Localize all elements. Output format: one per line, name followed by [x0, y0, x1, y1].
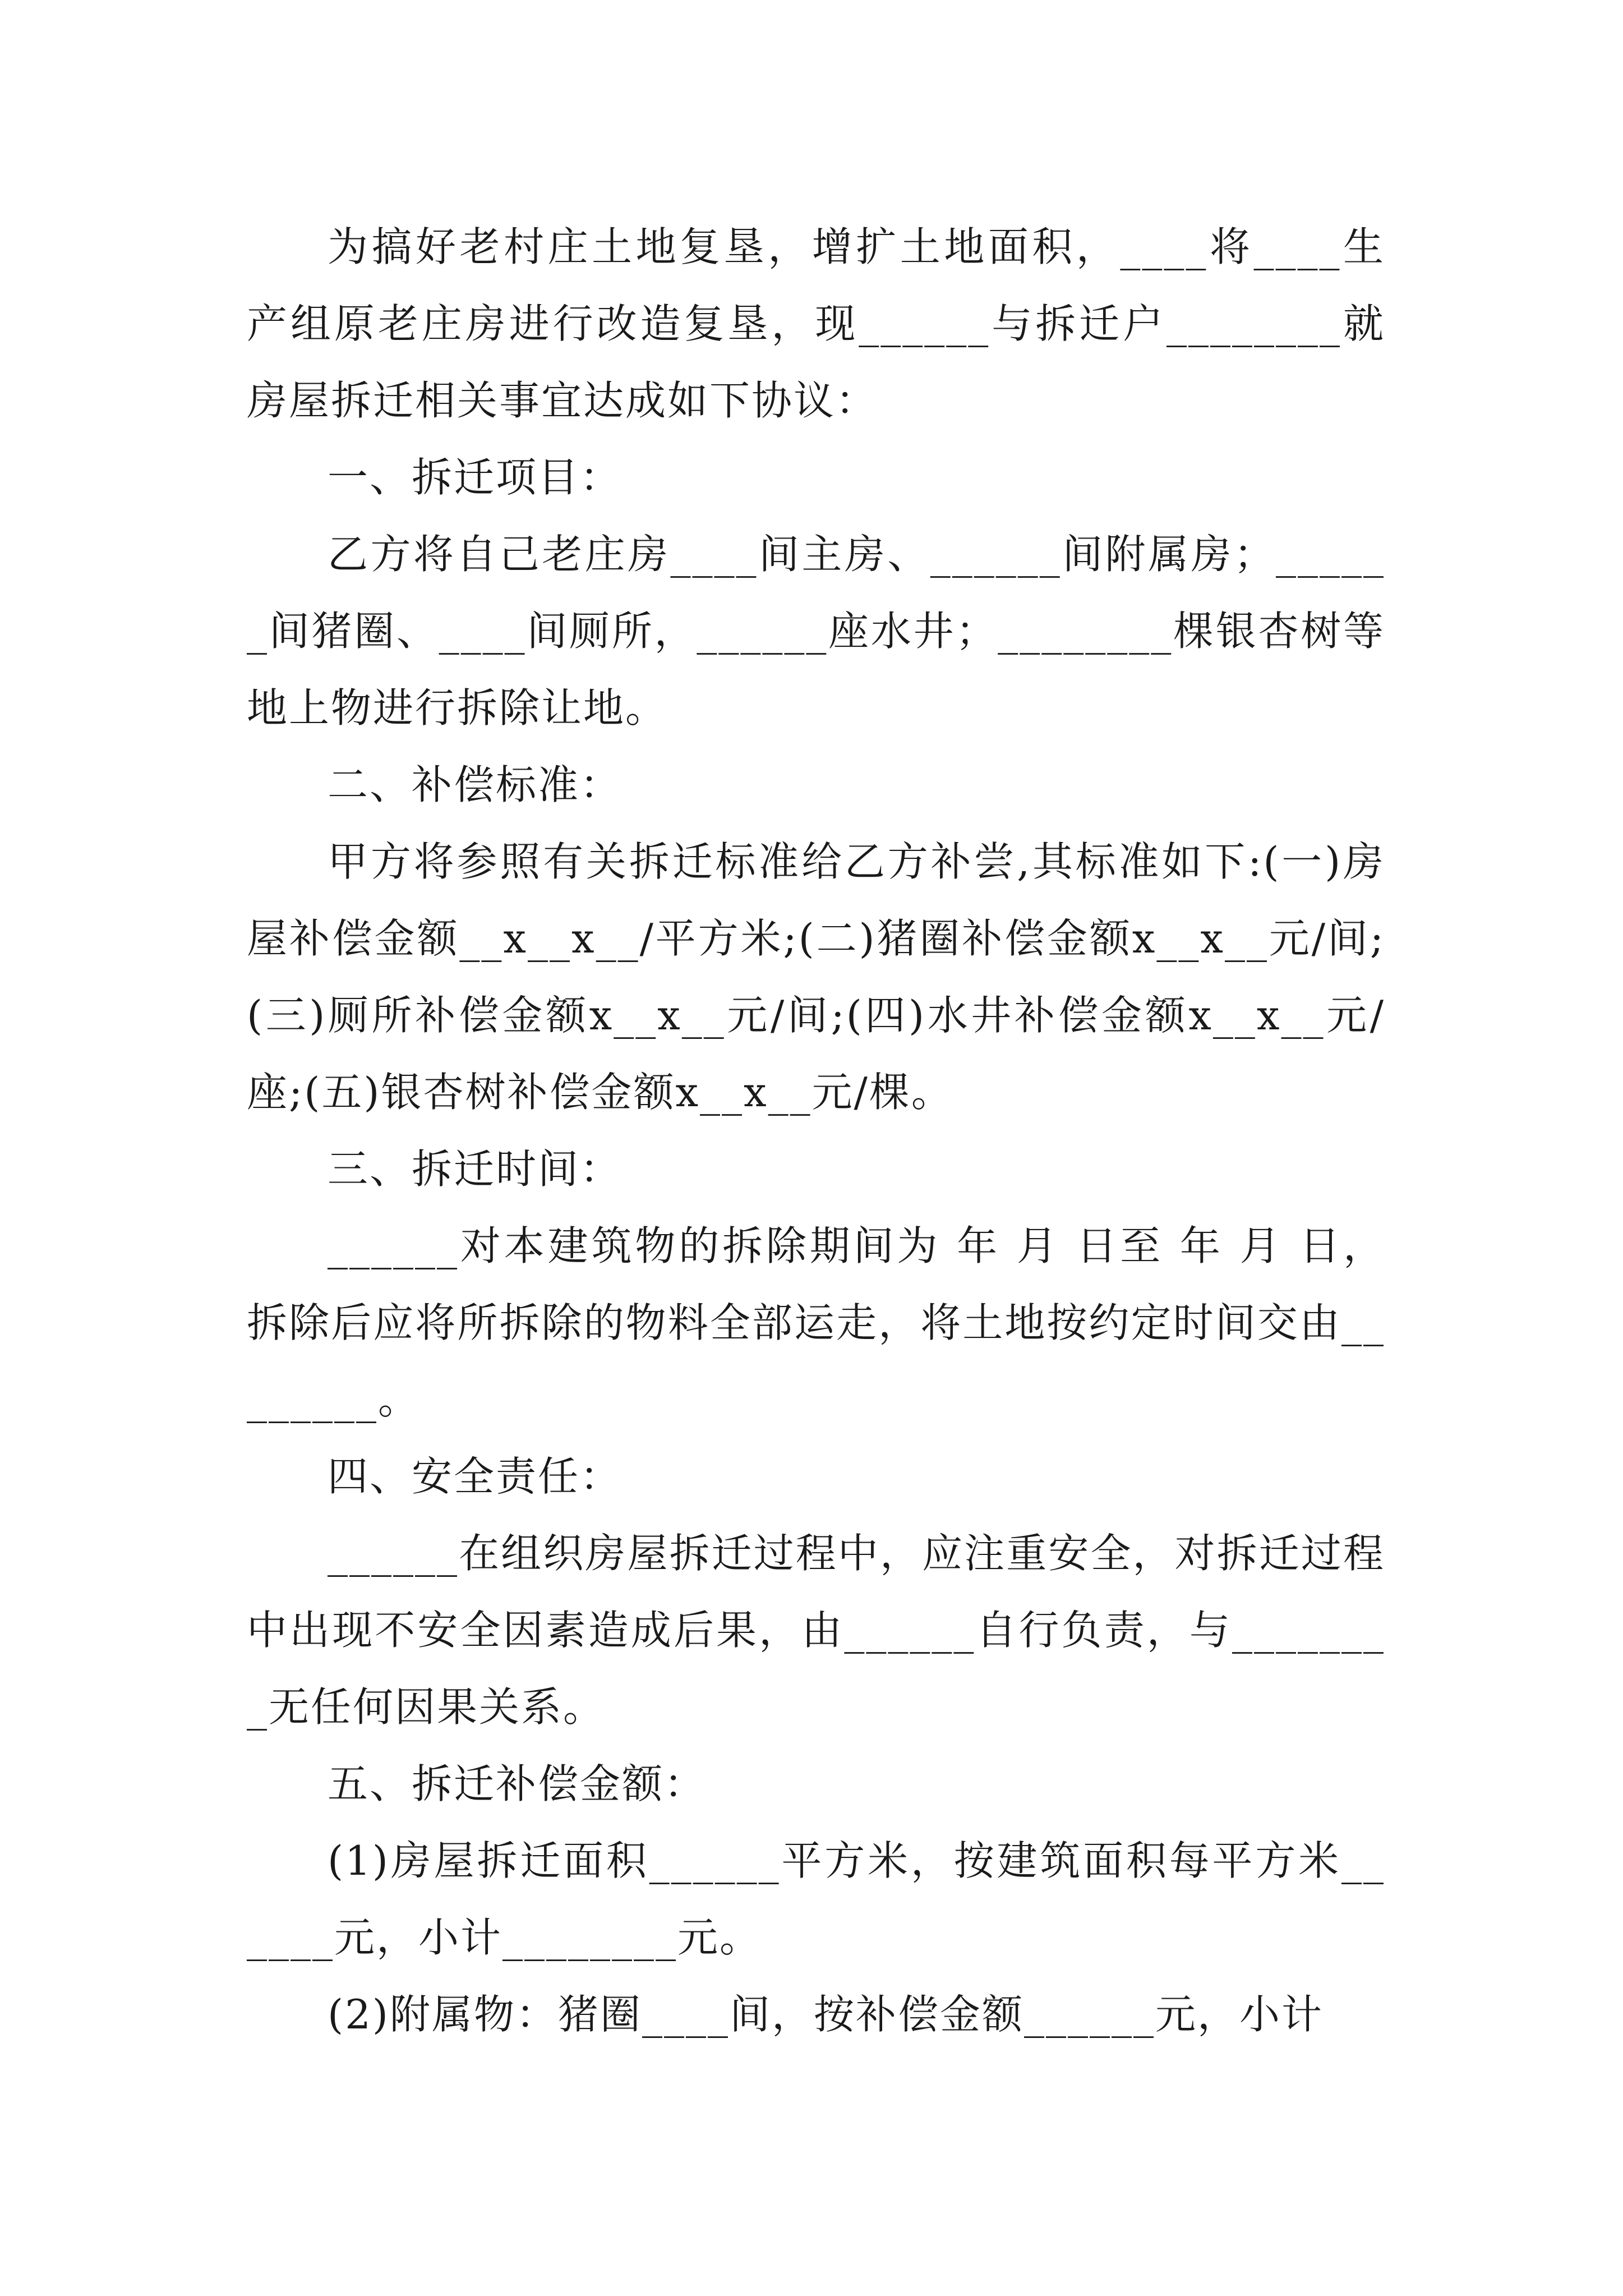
section-heading-demolition-items: 一、拆迁项目： [328, 454, 623, 501]
safety-responsibility-paragraph: ______在组织房屋拆迁过程中，应注重安全，对拆迁过程中出现不安全因素造成后果，由______自行负责，与________无任何因果关系。 [247, 1530, 1385, 1731]
demolition-time-paragraph: ______对本建筑物的拆除期间为 年 月 日至 年 月 日，拆除后应将所拆除的物料全部运走，将土地按约定时间交由________。 [247, 1222, 1385, 1423]
compensation-standard-paragraph: 甲方将参照有关拆迁标准给乙方补尝,其标准如下:(一)房屋补偿金额__x__x__/平方米;(二)猪圈补偿金额x__x__元/间;(三)厕所补偿金额x__x__元/间;(四)水井补偿金额x__x__元/座;(五)银杏树补偿金额x__x__元/棵。 [247, 838, 1385, 1116]
demolition-items-paragraph: 乙方将自己老庄房____间主房、______间附属房；______间猪圈、____间厕所，______座水井；________棵银杏树等地上物进行拆除让地。 [247, 531, 1385, 731]
compensation-amount-item-2: (2)附属物：猪圈____间，按补偿金额______元，小计 [328, 1991, 1324, 2038]
section-heading-compensation-standard: 二、补偿标准： [328, 761, 623, 808]
section-heading-safety-responsibility: 四、安全责任： [328, 1453, 623, 1500]
compensation-amount-item-1: (1)房屋拆迁面积______平方米，按建筑面积每平方米______元，小计________元。 [247, 1837, 1385, 1961]
section-heading-compensation-amount: 五、拆迁补偿金额： [328, 1760, 707, 1807]
document-body [247, 209, 1385, 2053]
intro-paragraph: 为搞好老村庄土地复垦，增扩土地面积，____将____生产组原老庄房进行改造复垦，现______与拆迁户________就房屋拆迁相关事宜达成如下协议： [247, 223, 1385, 424]
section-heading-demolition-time: 三、拆迁时间： [328, 1145, 623, 1193]
